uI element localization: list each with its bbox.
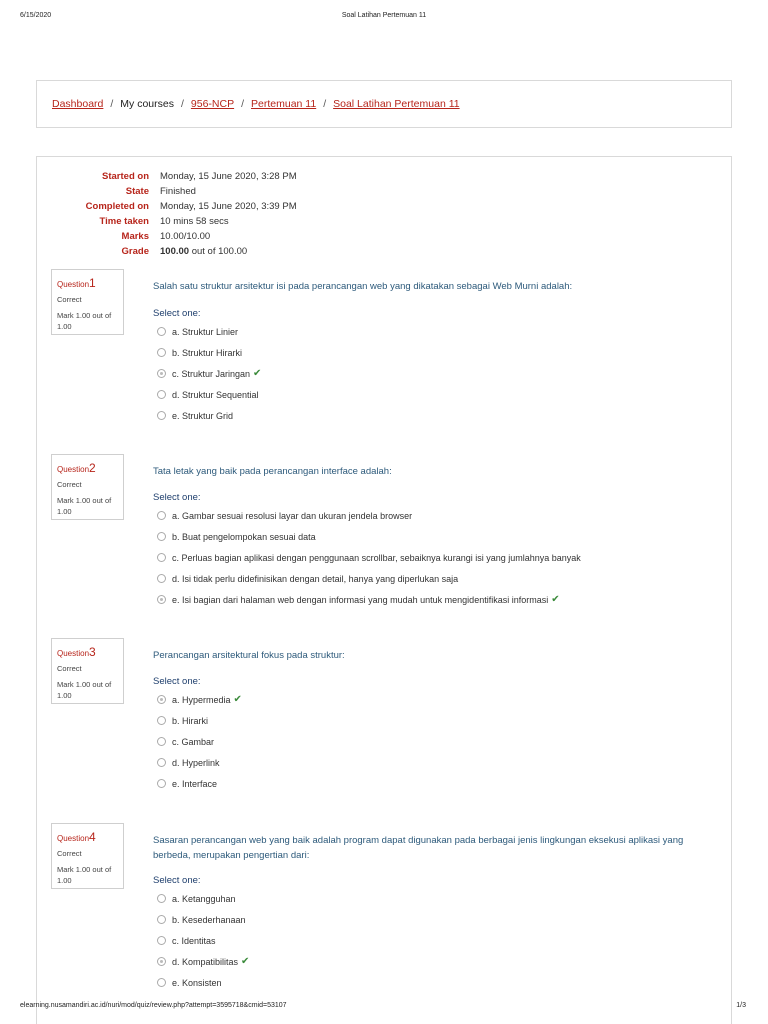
- summary-label: Grade: [121, 246, 149, 257]
- radio-icon[interactable]: [157, 511, 166, 520]
- answer-label: a. Struktur Linier: [172, 326, 239, 337]
- answer-label: c. Perluas bagian aplikasi dengan penggunaan scrollbar, sebaiknya kurangi isi yang jumlahnya banyak: [172, 552, 581, 563]
- question-label: Question: [57, 465, 90, 474]
- answer-label: d. Isi tidak perlu didefinisikan dengan detail, hanya yang diperlukan saja: [172, 573, 459, 584]
- question-num: 1: [89, 276, 96, 290]
- summary-started-on: [37, 171, 733, 186]
- check-icon: ✔: [551, 594, 560, 605]
- summary-value: Monday, 15 June 2020, 3:39 PM: [160, 201, 297, 212]
- question-state: Correct: [57, 295, 82, 304]
- question-state: Correct: [57, 849, 82, 858]
- breadcrumb-separator: /: [110, 98, 114, 110]
- question-info: [51, 269, 124, 335]
- grade-value: 100.00: [160, 246, 190, 257]
- answer-list: [157, 689, 242, 794]
- answer-option[interactable]: [157, 505, 581, 526]
- radio-icon[interactable]: [157, 348, 166, 357]
- question-label: Question: [57, 649, 90, 658]
- question-mark: Mark 1.00 out of 1.00: [57, 311, 112, 331]
- radio-icon[interactable]: [157, 758, 166, 767]
- summary-label: Started on: [102, 171, 149, 182]
- radio-icon[interactable]: [157, 532, 166, 541]
- question-text: Perancangan arsitektural fokus pada struktur:: [153, 650, 345, 661]
- breadcrumb-container: [36, 80, 732, 128]
- radio-icon[interactable]: [157, 716, 166, 725]
- print-header: [0, 0, 768, 30]
- radio-icon[interactable]: [157, 978, 166, 987]
- answer-label: c. Identitas: [172, 935, 216, 946]
- answer-option[interactable]: [157, 888, 249, 909]
- radio-icon[interactable]: [157, 574, 166, 583]
- print-page-number: 1/3: [736, 1002, 746, 1009]
- answer-label: a. Gambar sesuai resolusi layar dan ukuran jendela browser: [172, 510, 413, 521]
- answer-label: b. Buat pengelompokan sesuai data: [172, 531, 316, 542]
- summary-grade: [37, 246, 733, 261]
- question-label: Question: [57, 834, 90, 843]
- radio-icon[interactable]: [157, 411, 166, 420]
- question-number: [57, 461, 118, 475]
- breadcrumb: [52, 98, 460, 110]
- summary-label: State: [125, 186, 149, 197]
- grade-suffix: out of 100.00: [191, 246, 248, 257]
- answer-label: c. Gambar: [172, 736, 215, 747]
- answer-label: b. Hirarki: [172, 715, 209, 726]
- answer-option-selected[interactable]: [157, 589, 581, 610]
- radio-icon[interactable]: [157, 327, 166, 336]
- question-number: [57, 645, 118, 659]
- answer-label: b. Kesederhanaan: [172, 914, 246, 925]
- answer-option[interactable]: [157, 710, 242, 731]
- summary-marks: [37, 231, 733, 246]
- question-label: Question: [57, 280, 90, 289]
- breadcrumb-separator: /: [180, 98, 184, 110]
- answer-label: a. Hypermedia: [172, 694, 231, 705]
- answer-option[interactable]: [157, 909, 249, 930]
- answer-option[interactable]: [157, 568, 581, 589]
- question-num: 4: [89, 830, 96, 844]
- summary-label: Time taken: [99, 216, 149, 227]
- summary-time-taken: [37, 216, 733, 231]
- answer-label: c. Struktur Jaringan: [172, 368, 251, 379]
- select-one-label: Select one:: [153, 676, 201, 687]
- question-mark: Mark 1.00 out of 1.00: [57, 680, 112, 700]
- radio-icon[interactable]: [157, 915, 166, 924]
- radio-icon[interactable]: [157, 894, 166, 903]
- summary-completed-on: [37, 201, 733, 216]
- radio-icon[interactable]: [157, 779, 166, 788]
- summary-label: Completed on: [85, 201, 149, 212]
- summary-label: Marks: [121, 231, 149, 242]
- select-one-label: Select one:: [153, 875, 201, 886]
- answer-label: d. Struktur Sequential: [172, 389, 259, 400]
- check-icon: ✔: [233, 694, 242, 705]
- breadcrumb-quiz[interactable]: Soal Latihan Pertemuan 11: [333, 98, 460, 110]
- summary-value: Finished: [160, 186, 196, 197]
- answer-label: b. Struktur Hirarki: [172, 347, 243, 358]
- select-one-label: Select one:: [153, 308, 201, 319]
- question-text: Salah satu struktur arsitektur isi pada perancangan web yang dikatakan sebagai Web Murni adalah:: [153, 281, 573, 292]
- question-mark: Mark 1.00 out of 1.00: [57, 496, 112, 516]
- answer-option[interactable]: [157, 752, 242, 773]
- print-date: 6/15/2020: [20, 12, 52, 19]
- answer-list: [157, 888, 249, 993]
- question-text: Sasaran perancangan web yang baik adalah program dapat digunakan pada berbagai jenis lingkungan eksekusi aplikasi yang berbeda, merupakan pengertian dari:: [153, 835, 684, 861]
- answer-list: [157, 321, 261, 426]
- summary-value: [160, 246, 247, 257]
- print-url: elearning.nusamandiri.ac.id/nuri/mod/quiz/review.php?attempt=3595718&cmid=53107: [20, 1002, 287, 1009]
- answer-option-selected[interactable]: [157, 689, 242, 710]
- answer-option[interactable]: [157, 384, 261, 405]
- check-icon: ✔: [241, 956, 250, 967]
- question-text: Tata letak yang baik pada perancangan interface adalah:: [153, 466, 392, 477]
- question-number: [57, 830, 118, 844]
- question-number: [57, 276, 118, 290]
- answer-option[interactable]: [157, 547, 581, 568]
- summary-value: 10.00/10.00: [160, 231, 211, 242]
- radio-checked-icon[interactable]: [157, 595, 166, 604]
- radio-icon[interactable]: [157, 936, 166, 945]
- answer-option-selected[interactable]: [157, 951, 249, 972]
- radio-checked-icon[interactable]: [157, 957, 166, 966]
- summary-value: Monday, 15 June 2020, 3:28 PM: [160, 171, 297, 182]
- breadcrumb-course[interactable]: 956-NCP: [190, 98, 235, 110]
- answer-option[interactable]: [157, 773, 242, 794]
- breadcrumb-separator: /: [241, 98, 245, 110]
- question-info: [51, 823, 124, 889]
- answer-option[interactable]: [157, 930, 249, 951]
- print-title: Soal Latihan Pertemuan 11: [341, 12, 427, 19]
- answer-option[interactable]: [157, 405, 261, 426]
- answer-label: e. Interface: [172, 778, 218, 789]
- question-info: [51, 454, 124, 520]
- answer-option[interactable]: [157, 526, 581, 547]
- radio-icon[interactable]: [157, 390, 166, 399]
- answer-list: [157, 505, 581, 610]
- answer-option[interactable]: [157, 731, 242, 752]
- answer-label: a. Ketangguhan: [172, 893, 236, 904]
- breadcrumb-my-courses: My courses: [120, 98, 174, 110]
- question-num: 2: [89, 461, 96, 475]
- question-state: Correct: [57, 664, 82, 673]
- answer-option[interactable]: [157, 321, 261, 342]
- answer-label: d. Hyperlink: [172, 757, 220, 768]
- radio-checked-icon[interactable]: [157, 695, 166, 704]
- answer-option[interactable]: [157, 342, 261, 363]
- radio-icon[interactable]: [157, 737, 166, 746]
- answer-label: d. Kompatibilitas: [172, 956, 239, 967]
- answer-option[interactable]: [157, 972, 249, 993]
- question-num: 3: [89, 645, 96, 659]
- radio-icon[interactable]: [157, 553, 166, 562]
- breadcrumb-section[interactable]: Pertemuan 11: [251, 98, 317, 110]
- summary-state: [37, 186, 733, 201]
- summary-value: 10 mins 58 secs: [160, 216, 229, 227]
- question-info: [51, 638, 124, 704]
- question-mark: Mark 1.00 out of 1.00: [57, 865, 112, 885]
- answer-label: e. Konsisten: [172, 977, 222, 988]
- radio-checked-icon[interactable]: [157, 369, 166, 378]
- answer-label: e. Struktur Grid: [172, 410, 234, 421]
- breadcrumb-separator: /: [323, 98, 327, 110]
- answer-option-selected[interactable]: [157, 363, 261, 384]
- check-icon: ✔: [253, 368, 262, 379]
- select-one-label: Select one:: [153, 492, 201, 503]
- breadcrumb-dashboard[interactable]: Dashboard: [52, 98, 104, 110]
- answer-label: e. Isi bagian dari halaman web dengan informasi yang mudah untuk mengidentifikasi informasi: [172, 594, 549, 605]
- attempt-summary: [37, 171, 733, 261]
- quiz-review: [36, 156, 732, 1024]
- question-state: Correct: [57, 480, 82, 489]
